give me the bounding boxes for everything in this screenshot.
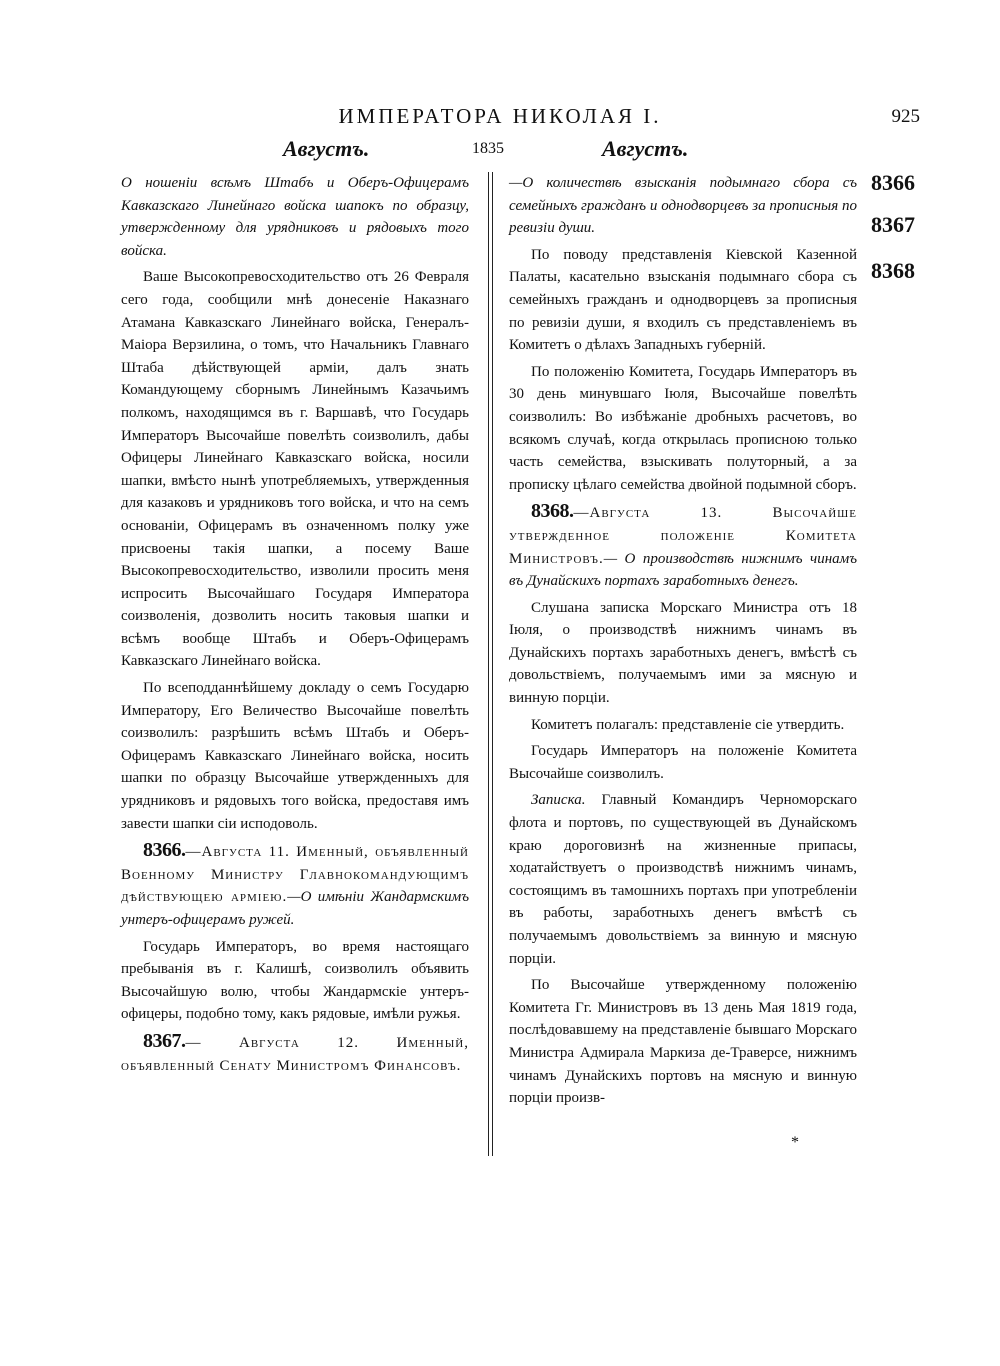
left-heading: О ношеніи всѣмъ Штабъ и Оберъ-Офицерамъ Кавказскаго Линейнаго войска шапокъ по образцу, утвержденному для урядниковъ и рядовыхъ того войска. bbox=[121, 175, 469, 259]
left-column bbox=[121, 172, 469, 1081]
right-paragraph-5: Государь Императоръ на положеніе Комитета Высочайше соизволилъ. bbox=[509, 743, 857, 782]
right-paragraph-2: По положенію Комитета, Государь Императоръ въ 30 день минувшаго Іюля, Высочайше повелѣть соизволилъ: Во избѣжаніе дробныхъ расчетовъ, во всякомъ случаѣ, когда открылась прописною только часть семейства, взыскивать полуторный, а за прописку цѣлаго семейства двойной подымной сборъ. bbox=[509, 363, 857, 493]
note-text: Главный Командиръ Черноморскаго флота и портовъ, по существующей въ Дунайскомъ краю дороговизнѣ на жизненные припасы, ходатайствуетъ о производствѣ нижнимъ чинамъ, состоящимъ въ тамошнихъ портахъ при употребленіи въ работы, заработныхъ денегъ вмѣстѣ съ получаемымъ довольствіемъ за винную и мясную порціи. bbox=[509, 792, 857, 967]
year: 1835 bbox=[472, 140, 504, 157]
decree-8368-title: — О производствѣ нижнимъ чинамъ въ Дунайскихъ портахъ заработныхъ денегъ. bbox=[509, 550, 857, 590]
decree-8366-number: 8366. bbox=[143, 839, 186, 862]
month-right: Августъ. bbox=[602, 136, 689, 161]
decree-8368-number: 8368. bbox=[531, 500, 574, 523]
footer-asterisk: * bbox=[791, 1134, 799, 1151]
decree-8366-text: —Августа 11. Именный, объявленный Военному Министру Главнокомандующимъ дѣйствующею арміею. bbox=[121, 844, 469, 906]
right-paragraph-6 bbox=[509, 789, 857, 970]
margin-number-8368: 8368 bbox=[871, 258, 915, 283]
right-paragraph-7: По Высочайше утвержденному положенію Комитета Гг. Министровъ въ 13 день Мая 1819 года, послѣдовавшему на представленіе бывшаго Морскаго Министра Адмирала Маркиза де-Траверсе, нижнимъ чинамъ Дунайскихъ портовъ на мясную и винную порціи произв- bbox=[509, 977, 857, 1107]
left-paragraph-3: Государь Императоръ, во время настоящаго пребыванія въ г. Калишѣ, соизволилъ объявить Высочайшую волю, чтобы Жандармскіе унтеръ-офицеры, подобно тому, какъ рядовые, имѣли ружья. bbox=[121, 938, 469, 1023]
page-header-title: ИМПЕРАТОРА НИКОЛАЯ I. bbox=[338, 104, 662, 128]
month-left: Августъ. bbox=[283, 136, 370, 161]
right-paragraph-4: Комитетъ полагалъ: представленіе сіе утвердить. bbox=[531, 716, 845, 733]
decree-8367 bbox=[121, 1030, 469, 1077]
decree-8366 bbox=[121, 839, 469, 931]
decree-8368-text: —Августа 13. Высочайше утвержденное положеніе Комитета Министровъ. bbox=[509, 505, 857, 567]
page-number: 925 bbox=[891, 106, 920, 127]
right-paragraph-3: Слушана записка Морскаго Министра отъ 18 Іюля, о производствѣ нижнимъ чинамъ въ Дунайскихъ портахъ заработныхъ денегъ, вмѣстѣ съ довольствіемъ, получаемымъ ими за мясную и винную порціи. bbox=[509, 599, 857, 707]
decree-8368 bbox=[509, 500, 857, 592]
decree-8366-title: —О имѣніи Жандармскимъ унтеръ-офицерамъ ружей. bbox=[121, 889, 470, 928]
decree-8367-text: — Августа 12. Именный, объявленный Сенату Министромъ Финансовъ. bbox=[121, 1034, 469, 1074]
right-column bbox=[509, 172, 857, 1114]
column-rule-right bbox=[492, 172, 493, 1156]
note-label: Записка. bbox=[531, 792, 586, 809]
left-paragraph-2: По всеподданнѣйшему докладу о семъ Государю Императору, Его Величество Высочайше повелѣть соизволилъ: разрѣшить всѣмъ Штабъ и Оберъ-Офицерамъ Кавказскаго Линейнаго войска, носить шапки по образцу Высочайше утвержденныхъ для урядниковъ и рядовыхъ того войска, предоставя имъ завести шапки сіи исподоволь. bbox=[121, 680, 469, 832]
decree-8367-number: 8367. bbox=[143, 1029, 186, 1052]
left-paragraph-1: Ваше Высокопревосходительство отъ 26 Февраля сего года, сообщили мнѣ донесеніе Наказнаго Атамана Кавказскаго Линейнаго войска, Генералъ-Маіора Верзилина, о томъ, что Начальникъ Главнаго Штаба дѣйствующей арміи, далъ знать Командующему сборнымъ Линейнымъ Казачьимъ полкомъ, находящимся въ г. Варшавѣ, что Государь Императоръ Высочайше повелѣть соизволилъ, дабы Офицеры Линейнаго Кавказскаго войска, носили шапки, вмѣсто нынѣ употребляемыхъ, утвержденныя для казаковъ и урядниковъ того войска, и что на семъ основаніи, Офицерамъ въ означенномъ полку уже присвоены такія шапки, а посему Ваше Высокопревосходительство, изволили просить меня испросить Высочайшаго Государя Императора соизволенія, дозволить носить таковыя шапки и всѣмъ вообще Штабъ и Оберъ-Офицерамъ Кавказскаго Линейнаго войска. bbox=[121, 269, 469, 670]
right-paragraph-1: По поводу представленія Кіевской Казенной Палаты, касательно взысканія подымнаго сбора съ семейныхъ гражданъ и однодворцевъ за прописныя по ревизіи души, я входилъ съ представленіемъ въ Комитетъ о дѣлахъ Западныхъ губерній. bbox=[509, 246, 857, 354]
margin-number-8366: 8366 bbox=[871, 170, 915, 195]
right-heading: —О количествѣ взысканія подымнаго сбора съ семейныхъ гражданъ и однодворцевъ за прописныя по ревизіи души. bbox=[509, 175, 857, 237]
margin-number-8367: 8367 bbox=[871, 212, 915, 237]
column-rule-left bbox=[488, 172, 489, 1156]
